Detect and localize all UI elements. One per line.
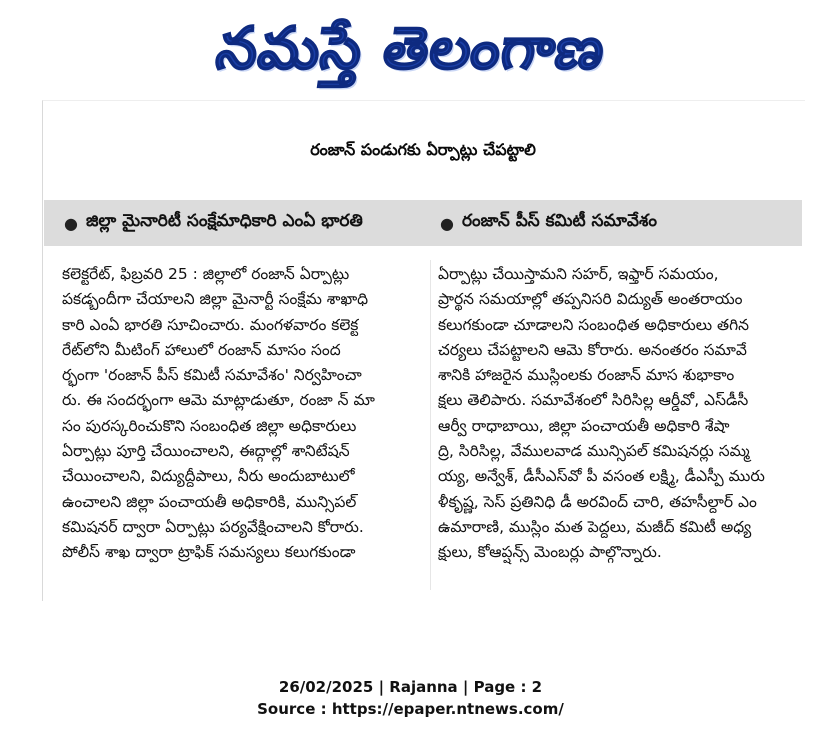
article-headline: రంజాన్ పండుగకు ఏర్పాట్లు చేపట్టాలి <box>310 139 536 159</box>
article-column-left <box>62 262 422 566</box>
article-line: ఏర్పాట్లు పూర్తి చేయించాలని, ఈద్గాల్లో శానిటేషన్ <box>62 442 350 461</box>
article-line: పకడ్బందీగా చేయాలని జిల్లా మైనార్టీ సంక్షేమ శాఖాధి <box>62 290 369 309</box>
article-line: ద్రి, సిరిసిల్ల, వేములవాడ మున్సిపల్ కమిషనర్లు సమ్మ <box>438 442 750 461</box>
article-line: ఏర్పాట్లు చేయిస్తామని సహర్, ఇఫ్తార్ సమయం, <box>438 265 719 283</box>
footer-source: Source : https://epaper.ntnews.com/ <box>257 700 564 718</box>
bullet-icon: ● <box>64 213 78 233</box>
article-line: సం పురస్కరించుకొని సంబంధిత జిల్లా అధికారులు <box>62 416 357 435</box>
article-line: ర్భంగా 'రంజాన్ పీస్ కమిటీ సమావేశం' నిర్వహించా <box>62 366 362 385</box>
article-line: రేట్‌లోని మీటింగ్ హాలులో రంజాన్ మాసం సంద <box>62 340 341 359</box>
article-column-right <box>438 262 798 566</box>
subhead-item <box>64 211 363 235</box>
subhead-item <box>440 211 657 235</box>
bullet-icon: ● <box>440 213 454 233</box>
masthead <box>0 0 821 95</box>
article-line: ఉమారాణి, ముస్లిం మత పెద్దలు, మజీద్ కమిటీ అధ్య <box>438 517 752 536</box>
subhead-text: రంజాన్ పీస్ కమిటీ సమావేశం <box>461 211 657 231</box>
article-line: ళీకృష్ణ, సెస్ ప్రతినిధి డీ అరవింద్ చారి, తహసీల్దార్ ఎం <box>438 492 757 511</box>
article-line: కారి ఎంఏ భారతి సూచించారు. మంగళవారం కలెక్ట <box>62 315 359 334</box>
article-line: య్య, అన్వేశ్, డీసీఎస్‌వో పీ వసంత లక్ష్మి, డీఎస్పీ మురు <box>438 467 765 486</box>
article-line: క్షలు తెలిపారు. సమావేశంలో సిరిసిల్ల ఆర్డీవో, ఎస్‌డీసీ <box>438 391 749 410</box>
article-line: చేయించాలని, విద్యుద్దీపాలు, నీరు అందుబాటులో <box>62 467 355 486</box>
subhead-bar <box>44 200 802 246</box>
article-line: రు. ఈ సందర్భంగా ఆమె మాట్లాడుతూ, రంజా న్ మా <box>62 391 375 410</box>
article-line: కలుగకుండా చూడాలని సంబంధిత అధికారులు తగిన <box>438 315 750 334</box>
article-line: క్షులు, కోఆప్షన్స్ మెంబర్లు పాల్గొన్నారు. <box>438 543 662 562</box>
article-line: ప్రార్థన సమయాల్లో తప్పనిసరి విద్యుత్ అంతరాయం <box>438 290 743 309</box>
subhead-text: జిల్లా మైనారిటీ సంక్షేమాధికారి ఎంఏ భారతి <box>85 211 363 231</box>
article-line: ఆర్వీ రాధాబాయి, జిల్లా పంచాయతీ అధికారి శేషా <box>438 416 730 435</box>
article-line: చర్యలు చేపట్టాలని ఆమె కోరారు. అనంతరం సమావే <box>438 340 747 359</box>
footer-date-edition: 26/02/2025 | Rajanna | Page : 2 <box>278 678 543 696</box>
column-divider <box>430 260 431 590</box>
article-line: శానికి హాజరైన ముస్లింలకు రంజాన్ మాస శుభాకాం <box>438 366 735 385</box>
newspaper-logo: నమస్తే తెలంగాణ <box>211 13 610 82</box>
article-line: కలెక్టరేట్, ఫిబ్రవరి 25 : జిల్లాలో రంజాన్ ఏర్పాట్లు <box>62 265 350 283</box>
article-line: కమిషనర్ ద్వారా ఏర్పాట్లు పర్యవేక్షించాలని కోరారు. <box>62 517 364 536</box>
article-line: పోలీస్ శాఖ ద్వారా ట్రాఫిక్ సమస్యలు కలుగకుండా <box>62 543 356 562</box>
article-line: ఉంచాలని జిల్లా పంచాయతీ అధికారికి, మున్సిపల్ <box>62 492 357 511</box>
